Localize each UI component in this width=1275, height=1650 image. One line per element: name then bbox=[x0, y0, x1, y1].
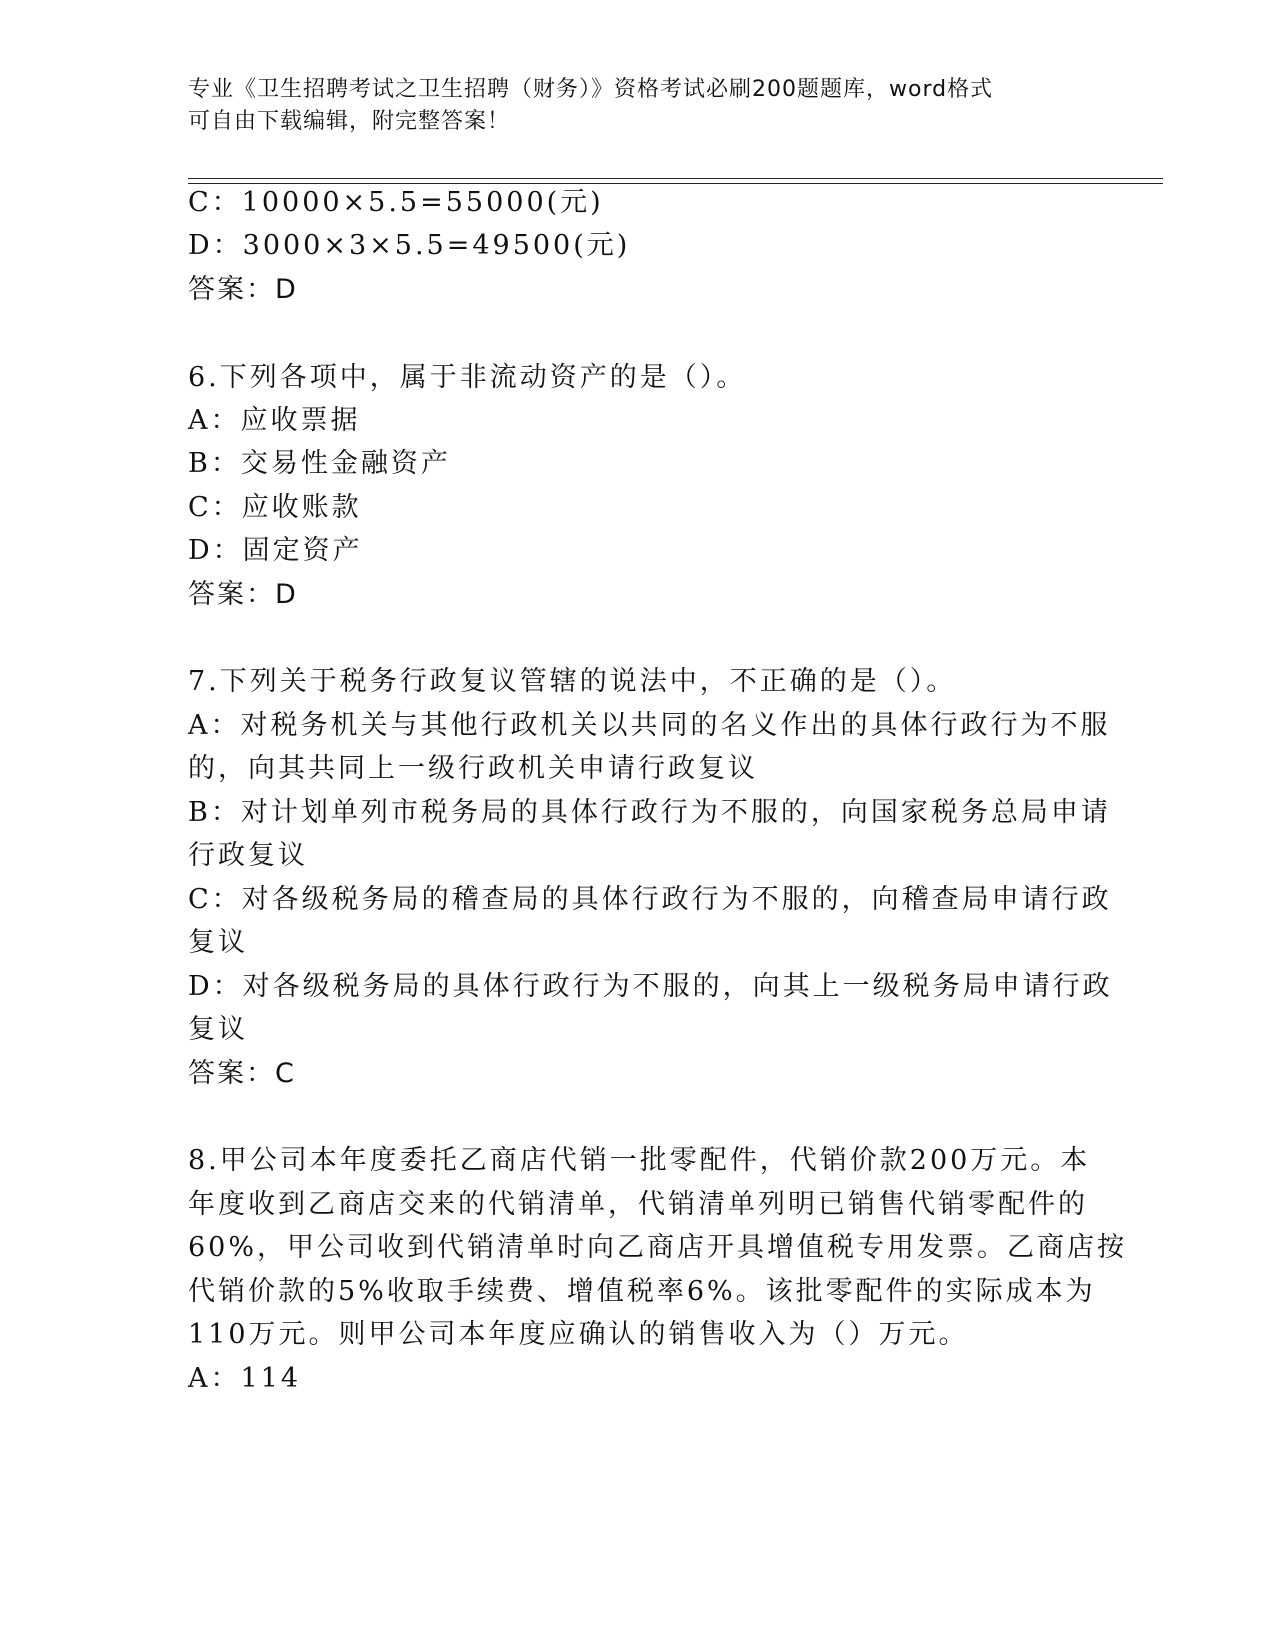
q8-option-a: A：114 bbox=[188, 1363, 302, 1394]
q7-option-b-cont: 行政复议 bbox=[188, 840, 308, 871]
q8-stem-line-4: 代销价款的5%收取手续费、增值税率6%。该批零配件的实际成本为 bbox=[188, 1276, 1096, 1307]
header-line-2: 可自由下载编辑，附完整答案！ bbox=[188, 109, 511, 134]
q7-answer: 答案：C bbox=[188, 1058, 296, 1089]
q5-option-d: D：3000×3×5.5=49500(元) bbox=[188, 230, 631, 261]
q6-option-c: C：应收账款 bbox=[188, 492, 362, 523]
q7-option-d-cont: 复议 bbox=[188, 1014, 248, 1045]
header-divider-bottom bbox=[188, 183, 1163, 184]
q8-stem-line-3: 60%，甲公司收到代销清单时向乙商店开具增值税专用发票。乙商店按 bbox=[188, 1232, 1128, 1263]
q6-option-d: D：固定资产 bbox=[188, 535, 363, 566]
q7-option-d: D：对各级税务局的具体行政行为不服的，向其上一级税务局申请行政 bbox=[188, 971, 1113, 1002]
q7-option-a: A：对税务机关与其他行政机关以共同的名义作出的具体行政行为不服 bbox=[188, 710, 1111, 741]
q8-stem-line-1: 8.甲公司本年度委托乙商店代销一批零配件，代销价款200万元。本 bbox=[188, 1145, 1091, 1176]
q8-stem-line-2: 年度收到乙商店交来的代销清单，代销清单列明已销售代销零配件的 bbox=[188, 1189, 1088, 1220]
header-divider-top bbox=[188, 178, 1163, 179]
q7-option-a-cont: 的，向其共同上一级行政机关申请行政复议 bbox=[188, 753, 758, 784]
document-header bbox=[188, 74, 1078, 138]
q7-stem: 7.下列关于税务行政复议管辖的说法中，不正确的是（）。 bbox=[188, 666, 957, 697]
q5-answer: 答案：D bbox=[188, 274, 298, 305]
q6-option-b: B：交易性金融资产 bbox=[188, 448, 451, 479]
q7-option-b: B：对计划单列市税务局的具体行政行为不服的，向国家税务总局申请 bbox=[188, 797, 1111, 828]
q7-option-c: C：对各级税务局的稽查局的具体行政行为不服的，向稽查局申请行政 bbox=[188, 884, 1112, 915]
q6-stem: 6.下列各项中，属于非流动资产的是（）。 bbox=[188, 362, 747, 393]
q6-option-a: A：应收票据 bbox=[188, 405, 361, 436]
header-line-1: 专业《卫生招聘考试之卫生招聘（财务）》资格考试必刷200题题库，word格式 bbox=[188, 77, 994, 102]
q8-stem-line-5: 110万元。则甲公司本年度应确认的销售收入为（）万元。 bbox=[188, 1319, 969, 1350]
q7-option-c-cont: 复议 bbox=[188, 927, 248, 958]
q6-answer: 答案：D bbox=[188, 579, 298, 610]
q5-option-c: C：10000×5.5=55000(元) bbox=[188, 187, 604, 218]
